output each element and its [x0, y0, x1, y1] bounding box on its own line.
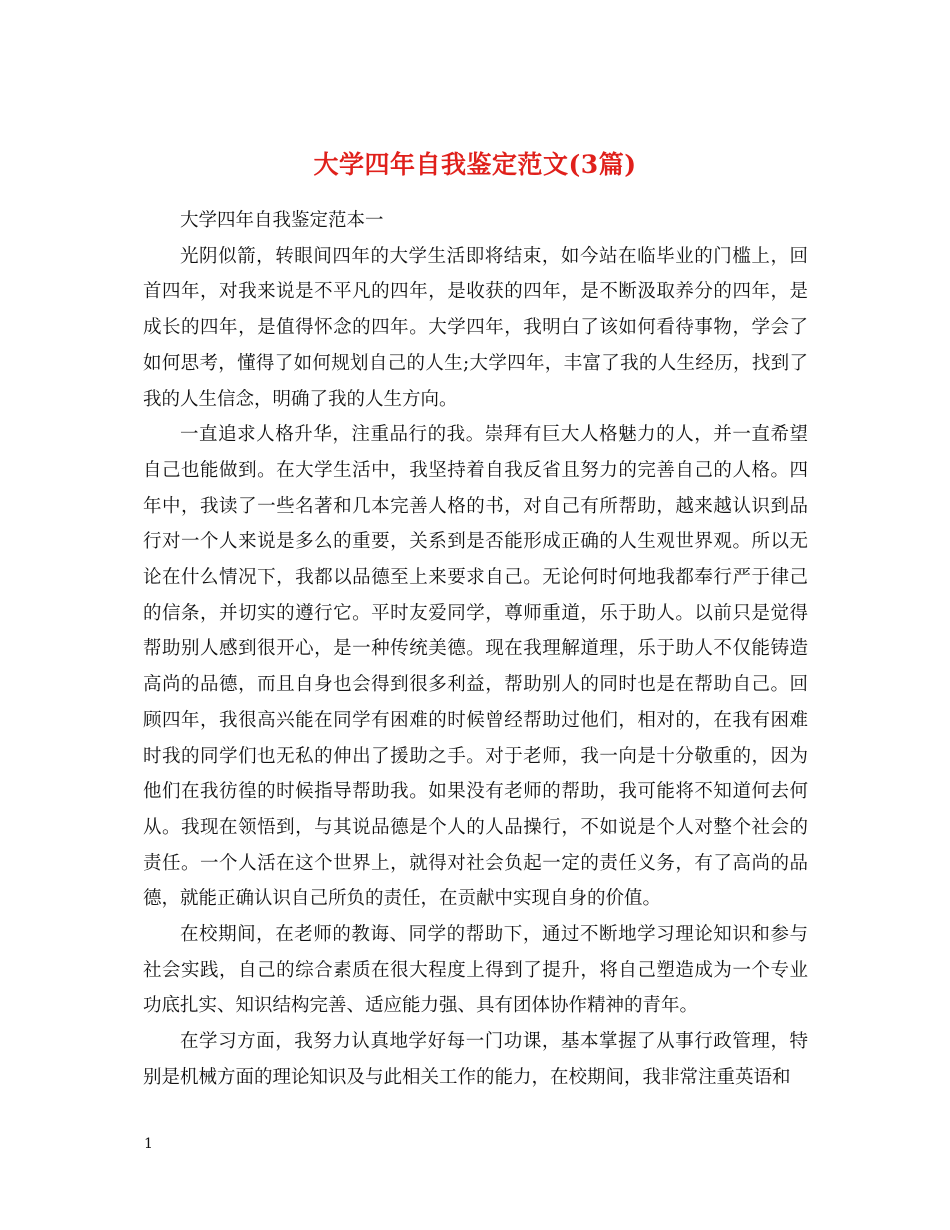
paragraph: 光阴似箭，转眼间四年的大学生活即将结束，如今站在临毕业的门槛上，回首四年，对我来说是不平凡的四年，是收获的四年，是不断汲取养分的四年，是成长的四年，是值得怀念的四年。大学四年，我明白了该如何看待事物，学会了如何思考，懂得了如何规划自己的人生;大学四年，丰富了我的人生经历，找到了我的人生信念，明确了我的人生方向。	[143, 245, 808, 410]
section-heading: 大学四年自我鉴定范本一	[180, 210, 384, 231]
document-body	[143, 203, 808, 1096]
page-number: 1	[144, 1136, 153, 1152]
paragraph: 在校期间，在老师的教诲、同学的帮助下，通过不断地学习理论知识和参与社会实践，自己的综合素质在很大程度上得到了提升，将自己塑造成为一个专业功底扎实、知识结构完善、适应能力强、具有团体协作精神的青年。	[143, 924, 808, 1017]
document-title: 大学四年自我鉴定范文(3篇)	[313, 149, 637, 179]
paragraph: 一直追求人格升华，注重品行的我。崇拜有巨大人格魅力的人，并一直希望自己也能做到。在大学生活中，我坚持着自我反省且努力的完善自己的人格。四年中，我读了一些名著和几本完善人格的书，对自己有所帮助，越来越认识到品行对一个人来说是多么的重要，关系到是否能形成正确的人生观世界观。所以无论在什么情况下，我都以品德至上来要求自己。无论何时何地我都奉行严于律己的信条，并切实的遵行它。平时友爱同学，尊师重道，乐于助人。以前只是觉得帮助别人感到很开心，是一种传统美德。现在我理解道理，乐于助人不仅能铸造高尚的品德，而且自身也会得到很多利益，帮助别人的同时也是在帮助自己。回顾四年，我很高兴能在同学有困难的时候曾经帮助过他们，相对的，在我有困难时我的同学们也无私的伸出了援助之手。对于老师，我一向是十分敬重的，因为他们在我彷徨的时候指导帮助我。如果没有老师的帮助，我可能将不知道何去何从。我现在领悟到，与其说品德是个人的人品操行，不如说是个人对整个社会的责任。一个人活在这个世界上，就得对社会负起一定的责任义务，有了高尚的品德，就能正确认识自己所负的责任，在贡献中实现自身的价值。	[143, 424, 808, 910]
paragraph: 在学习方面，我努力认真地学好每一门功课，基本掌握了从事行政管理，特别是机械方面的理论知识及与此相关工作的能力，在校期间，我非常注重英语和	[143, 1031, 808, 1088]
